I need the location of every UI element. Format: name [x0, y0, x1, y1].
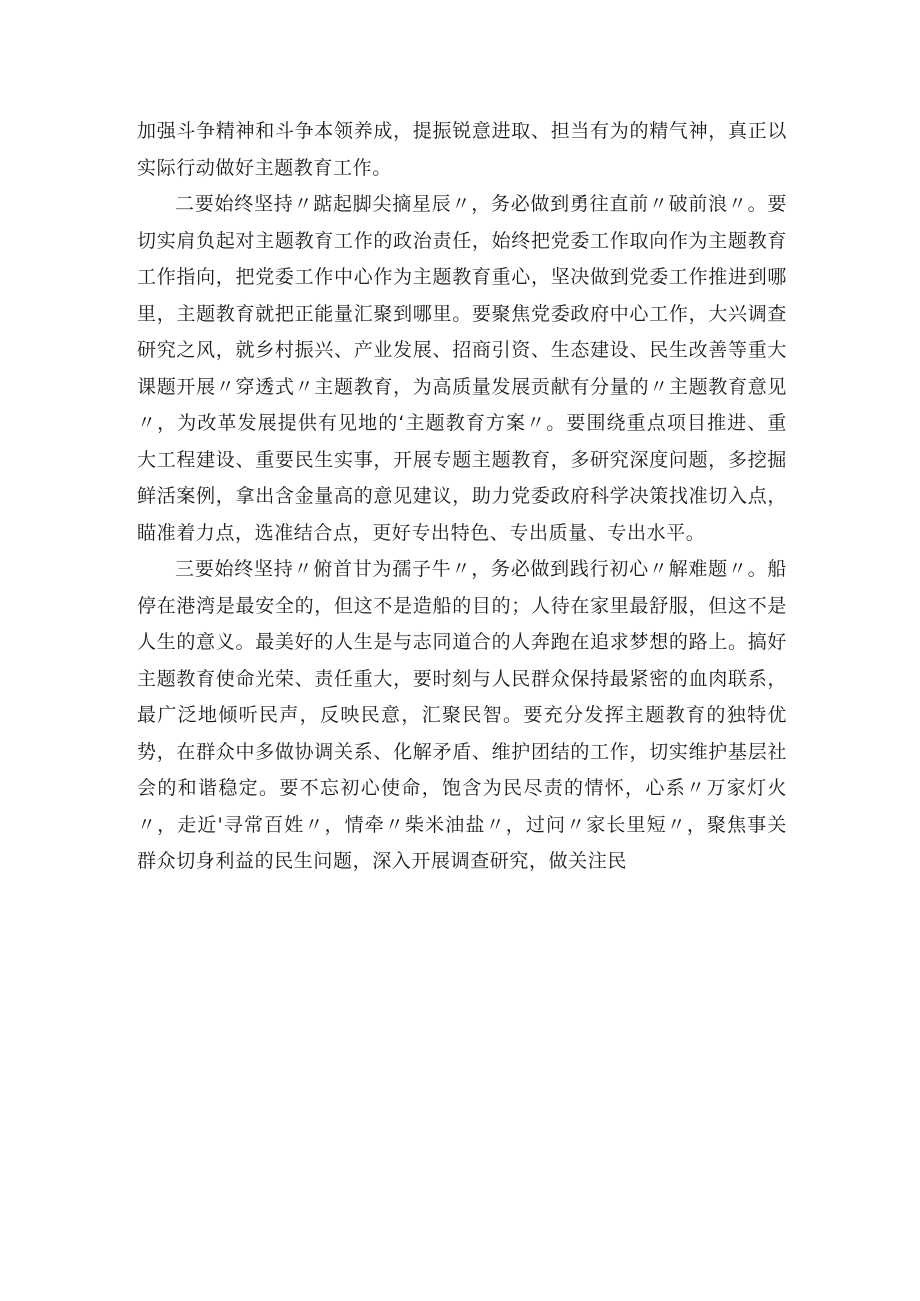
paragraph-point-three: 三要始终坚持〃俯首甘为孺子牛〃，务必做到践行初心〃解难题〃。船停在港湾是最安全的，但这不是造船的目的；人待在家里最舒服，但这不是人生的意义。最美好的人生是与志同道合的人奔跑在追求梦想的路上。搞好主题教育使命光荣、责任重大，要时刻与人民群众保持最紧密的血肉联系，最广泛地倾听民声，反映民意，汇聚民智。要充分发挥主题教育的独特优势，在群众中多做协调关系、化解矛盾、维护团结的工作，切实维护基层社会的和谐稳定。要不忘初心使命，饱含为民尽责的情怀，心系〃万家灯火〃，走近'寻常百姓〃，情牵〃柴米油盐〃，过问〃家长里短〃，聚焦事关群众切身利益的民生问题，深入开展调查研究，做关注民 — [137, 558, 787, 872]
paragraph-continuation: 加强斗争精神和斗争本领养成，提振锐意进取、担当有为的精气神，真正以实际行动做好主题教育工作。 — [137, 120, 787, 179]
document-body — [137, 113, 787, 880]
paragraph-point-two: 二要始终坚持〃踮起脚尖摘星辰〃，务必做到勇往直前〃破前浪〃。要切实肩负起对主题教育工作的政治责任，始终把党委工作取向作为主题教育工作指向，把党委工作中心作为主题教育重心，坚决做到党委工作推进到哪里，主题教育就把正能量汇聚到哪里。要聚焦党委政府中心工作，大兴调查研究之风，就乡村振兴、产业发展、招商引资、生态建设、民生改善等重大课题开展〃穿透式〃主题教育，为高质量发展贡献有分量的〃主题教育意见〃，为改革发展提供有见地的‘主题教育方案〃。要围绕重点项目推进、重大工程建设、重要民生实事，开展专题主题教育，多研究深度问题，多挖掘鲜活案例，拿出含金量高的意见建议，助力党委政府科学决策找准切入点，瞄准着力点，选准结合点，更好专出特色、专出质量、专出水平。 — [137, 193, 787, 544]
